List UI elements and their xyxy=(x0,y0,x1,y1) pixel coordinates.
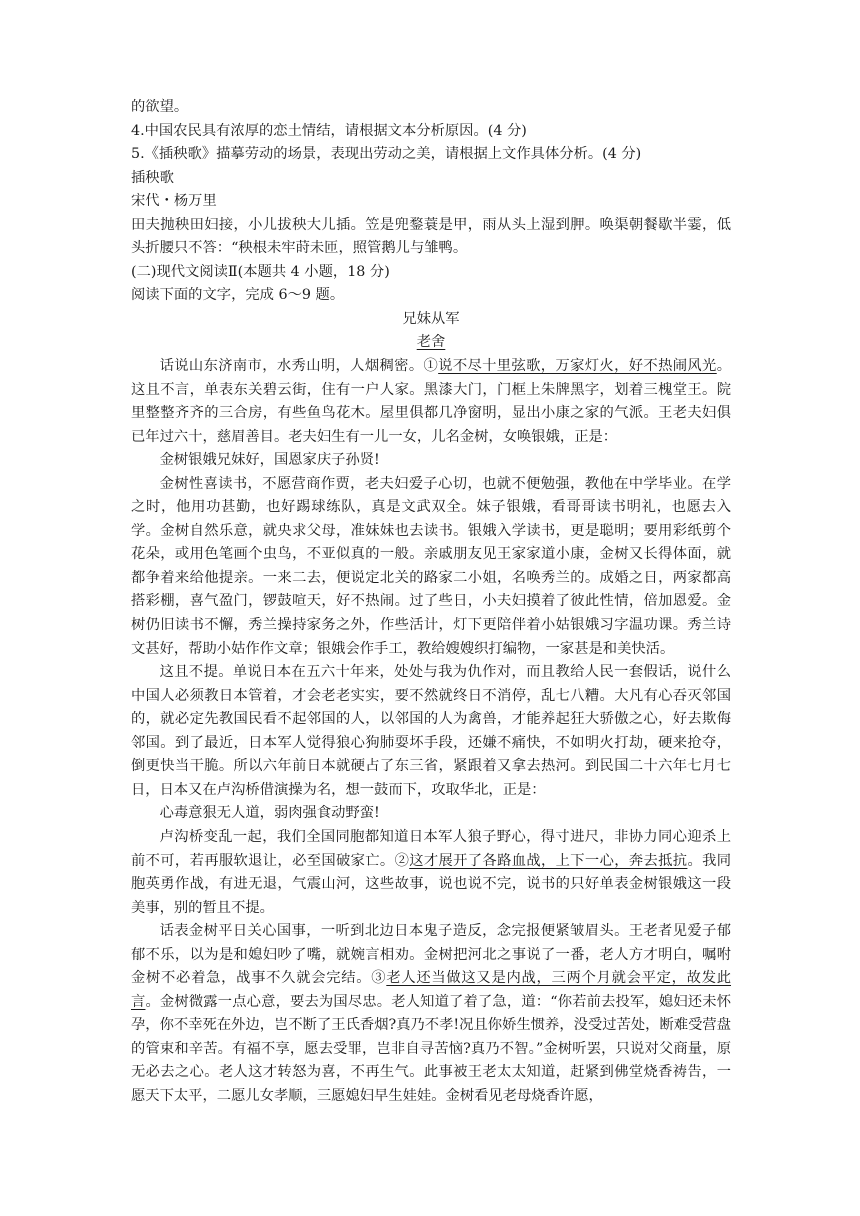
article-paragraph-5 xyxy=(131,920,731,1108)
verse-1: 金树银娥兄妹好，国恩家庆子孙贤! xyxy=(159,452,380,469)
article-author xyxy=(131,331,731,355)
paragraph-5-text-b: 。金树微露一点心意，要去为国尽忠。老人知道了着了急，道：“你若前去投军，媳妇还未怀孕，你不幸死在外边，岂不断了王氏香烟?真乃不孝!况且你娇生惯养，没受过苦处，断难受营盘的管束和辛苦。有福不享，愿去受罪，岂非自寻苦恼?真乃不智。”金树听罢，只说对父商量，原无必去之心。老人这才转怒为喜，不再生气。此事被王老太太知道，赶紧到佛堂烧香祷告，一愿天下太平，二愿儿女孝顺，三愿媳妇早生娃娃。金树看见老母烧香许愿， xyxy=(131,993,732,1104)
paragraph-5-text-a: 话表金树平日关心国事，一听到北边日本鬼子造反，念完报便紧皱眉头。王老者见爱子郁郁不乐，以为是和媳妇吵了嘴，就婉言相劝。金树把河北之事说了一番，老人方才明白，嘱咐金树不必着急，战事不久就会完结。③ xyxy=(131,923,731,987)
article-title: 兄妹从军 xyxy=(402,310,460,327)
paragraph-4-text-a: 卢沟桥变乱一起，我们全国同胞都知道日本军人狼子野心，得寸进尺，非协力同心迎杀上前不可，若再服软退让，必至国破家亡。② xyxy=(131,828,731,869)
question-5: 5.《插秧歌》描摹劳动的场景，表现出劳动之美，请根据上文作具体分析。(4 分) xyxy=(131,146,642,163)
poem-body: 田夫抛秧田妇接，小儿拔秧大儿插。笠是兜鍪蓑是甲，雨从头上湿到胛。唤渠朝餐歇半霎，低头折腰只不答：“秧根未牢莳未匝，照管鹅儿与雏鸭。 xyxy=(131,216,731,257)
document-page xyxy=(131,96,731,1109)
paragraph-4-text-b: 。我同胞英勇作战，有进无退，气震山河，这些故事，说也说不完，说书的只好单表金树银娥这一段美事，别的暂且不提。 xyxy=(131,852,732,916)
article-paragraph-3: 这且不提。单说日本在五六十年来，处处与我为仇作对，而且教给人民一套假话，说什么中国人必须教日本管着，才会老老实实，要不然就终日不消停，乱七八糟。大凡有心吞灭邻国的，就必定先教国民看不起邻国的人，以邻国的人为禽兽，才能养起狂大骄傲之心，好去欺侮邻国。到了最近，日本军人觉得狼心狗肺耍坏手段，还嫌不痛快，不如明火打劫，硬来抢夺，倒更快当干脆。所以六年前日本就硬占了东三省，紧跟着又拿去热河。到民国二十六年七月七日，日本又在卢沟桥借演操为名，想一鼓而下，攻取华北，正是： xyxy=(131,664,731,798)
article-author-name: 老舍 xyxy=(416,334,446,351)
section-instruction: 阅读下面的文字，完成 6～9 题。 xyxy=(131,287,345,304)
underlined-sentence-2: 这才展开了各路血战，上下一心，奔去抵抗 xyxy=(409,852,688,869)
section-heading: (二)现代文阅读Ⅱ(本题共 4 小题，18 分) xyxy=(131,263,390,280)
underlined-sentence-3: 老人还当做这又是内战，三两个月就会平定，故发此言 xyxy=(131,970,732,1010)
verse-2: 心毒意狠无人道，弱肉强食动野蛮! xyxy=(159,805,380,822)
poem-author: 宋代・杨万里 xyxy=(131,193,217,210)
article-paragraph-2: 金树性喜读书，不愿营商作贾，老夫妇爱子心切，也就不便勉强，教他在中学毕业。在学之时，他用功甚勤，也好踢球练队，真是文武双全。妹子银娥，看哥哥读书明礼，也愿去入学。金树自然乐意，就央求父母，准妹妹也去读书。银娥入学读书，更是聪明；要用彩纸剪个花朵，或用色笔画个虫鸟，不亚似真的一般。亲戚朋友见王家家道小康，金树又长得体面，就都争着来给他提亲。一来二去，便说定北关的路家二小姐，名唤秀兰的。成婚之日，两家都高搭彩棚，喜气盈门，锣鼓喧天，好不热闹。过了些日，小夫妇摸着了彼此性情，倍加恩爱。金树仍旧读书不懈，秀兰操持家务之外，作些活计，灯下更陪伴着小姑银娥习字温功课。秀兰诗文甚好，帮助小姑作作文章；银娥会作手工，教给嫂嫂织打编物，一家甚是和美快活。 xyxy=(131,475,731,657)
article-paragraph-4 xyxy=(131,826,731,920)
underlined-sentence-1: 说不尽十里弦歌，万家灯火，好不热闹风光 xyxy=(438,358,717,375)
paragraph-1-text-b: 。这且不言，单表东关碧云街，住有一户人家。黑漆大门，门框上朱牌黑字，划着三槐堂王。院里整整齐齐的三合房，有些鱼鸟花木。屋里俱都几净窗明，显出小康之家的气派。王老夫妇俱已年过六十，慈眉善目。老夫妇生有一儿一女，儿名金树，女唤银娥，正是： xyxy=(131,358,732,445)
poem-title: 插秧歌 xyxy=(131,169,174,186)
article-paragraph-1 xyxy=(131,355,731,449)
intro-tail: 的欲望。 xyxy=(131,99,189,115)
question-4: 4.中国农民具有浓厚的恋土情结，请根据文本分析原因。(4 分) xyxy=(131,122,527,139)
paragraph-1-text-a: 话说山东济南市，水秀山明，人烟稠密。① xyxy=(159,358,439,375)
